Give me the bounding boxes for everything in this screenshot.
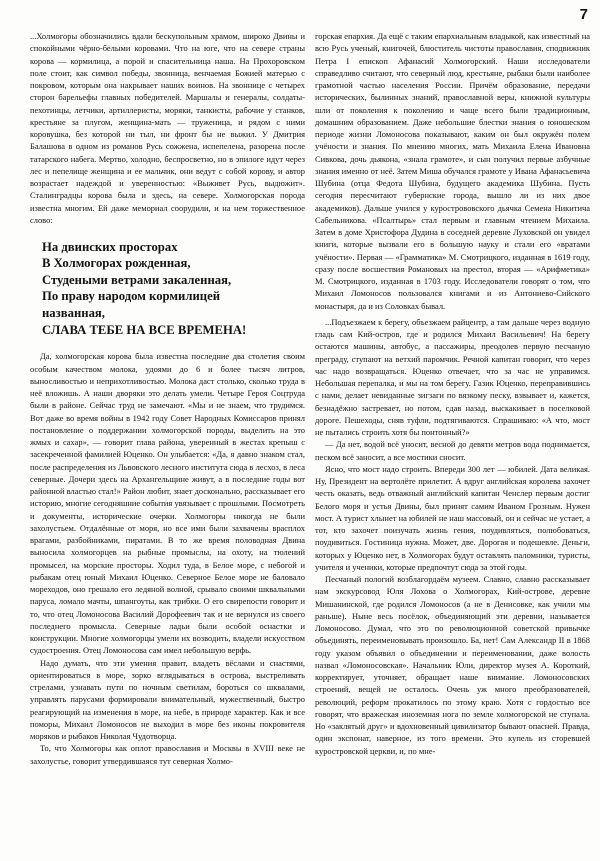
paragraph: Ясно, что мост надо строить. Впереди 300 лет — юбилей. Дата великая. Ну, Президент на вертолёте прилетит. А вдруг английская королева захочет честь оказать, ведь отважный английский капитан Ченслер первым достиг Белого моря и устья Двины, был принят самим Иваном Грозным. Нужен мост. А турист хлынет на юбилей не наш массовый, он и сейчас не устает, а тот, кто захочет поизучать жизнь гения, поудивляться, полюбоваться, поудивиться. Гостиница нужна. Может, две. Дорогая и подешевле. Деньги, которых у Юценко нет, в Холмогорах будут оставлять паломники, туристы, учителя и ученики, которые предпочтут сюда за этой годы. (315, 463, 590, 572)
paragraph: Надо думать, что эти умения правит, владеть вёслами и снастями, ориентироваться в море, зорко вглядываться в острова, выстреливать стрелами, узнавать пути по ночным светилам, бороться со шквалами, управлять парусами формировали внимательный, мужественный, быстро реагирующий на изменения в море, на небе, в природе характер. Как и все поморы, Михаил Ломоносов не выходил в море без иконы покровителя моряков и рыбаков Николая Чудотворца. (30, 657, 305, 742)
poem-line: В Холмогорах рожденная, (42, 256, 191, 271)
paragraph: ...Подъезжаем к берегу, объезжаем райцентр, а там дальше через водную гладь сам Кий-остров, где и родился Михаил Васильевич! На берегу остаются машины, автобус, а пассажиры, преодолев первую песчаную преграду, ступают на ветхий паромчик. Речной капитан говорит, что через час надо возвращаться. Юценко отвечает, что за час не управимся. Небольшая перепалка, и мы на том берегу. Газик Юценко, переправившись с нами, делает невиданные зигзаги по вязкому песку, взвывает и, кажется, безнадёжно застревает, но потом, сдав назад, выскакивает в поселковой дороге. Пешеходы, сняв туфли, подтягиваются. Спрашиваю: «А что, мост не пытались строить хотя бы понтонный?» (315, 316, 590, 437)
page-number: 7 (579, 6, 588, 23)
memorial-inscription (42, 239, 305, 338)
paragraph: То, что Холмогоры как оплот православия и Москвы в XVIII веке не захолустье, говорит утвердившаяся тут северная Холмо- (30, 743, 305, 766)
poem-line: По праву народом кормилицей (42, 289, 221, 304)
right-column (315, 30, 590, 856)
paragraph: Да, холмогорская корова была известна последние два столетия своим особым качеством молока, удоями до 6 и более тысяч литров, выносливостью и неприхотливостью. Молока даст столько, сколько труда в неё вложишь. А наши дворяки это делать умели. Четыре Героя Соцтруда были в районе. Сейчас труд не замечают. «Мы и не знаем, что трудимся. Вот даже во время войны в 1942 году Совет Народных Комиссаров принял постановление о поддержании холмогорской породы, выделить на это жмых и сахар», — говорит глава района, уверенный в жестах крепыш с засекреченной фамилией Юценко. Он улыбается: «Да, я давно знаком стал, после распределения из Львовского лесного института сюда в лесхоз, в леса северные. Дочери здесь на Архангельщине живут, а в последние годы вот районной властью стал!» Район любит, знает досконально, рассказывает его историю, многие сегодняшние события увязывает с прошлыми. Посмотреть и документы, исторические очерки. Холмогоры никогда не были захолустьем. Отдалённые от моря, но все ими были захвачены врасплох врагами, разбойниками, пиратами. В то же время половодная Двина выносила холмогорцев на рыбные промыслы, на охоту, на тюлений промысел, на морские просторы. Ходил туда, в Белое море, с небогой и рыбакам отец юный Михаил Юценко. Северное Белое море не баловало мореходов, оно грешало его ледяной волной, срывало своими шквальными паруса, ломало мачты, шпангоуты, как трибки. О его свирепости говорит и то, что отец Ломоносова Василий Дорофеевич так и не вернулся из своего последнего промысла. Северные ладьи были особой оснастки и конструкции. Многие холмогорцы умели их возводить, владели искусством судостроения. Отец Ломоносова сам имел небольшую верфь. (30, 351, 305, 656)
poem-line: названная, (42, 305, 105, 320)
paragraph: горская епархия. Да ещё с таким епархиальным владыкой, как известный на всю Русь ученый, книгочей, блюститель чистоты православия, сподвижник Петра I епископ Афанасий Холмогорский. Наши исследователи справедливо считают, что северный люд, крестьяне, рыбаки были наиболее грамотной частью населения России. Причём образование, передачи исторических, былинных знаний, православной веры, книжной культуры шли от поколения к поколению и чаще всего были традиционным, домашним образованием. Даже небольшие блестки знания о юношеском периоде жизни Ломоносова показывают, каким он был окружён полем учёности и знания. По мнению многих, мать Михаила Елена Ивановна Сивкова, дочь дьякона, «знала грамоте», и сын получил первые азбучные знания именно от неё. Затем Миша обучался грамоте у Ивана Афанасьевича Шубина (отца Федота Шубина, будущего академика Шубина. Пусть сегодня пересчитают губернские города, вышло ли из них двое академиков). Дальше учился у курострововского дьячка Семена Никитича Сабельникова. «Псалтырь» стал первым и главным чтением Михаила. Затем в доме Христофора Дудина в соседней деревне Луховской он увидел книги, которые вызвали его в большую науку и стали его «вратами учёности». Первая — «Грамматика» М. Смотрицкого, изданная в 1619 году, сразу после восшествия Романовых на престол, вторая — «Арифметика» М. Смотрицкого, изданная в 1703 году. Исследователи говорят о том, что Михаил Ломоносов пользовался книгами и из Антониево-Сийского монастыря, да и из Соловках бывал. (315, 31, 590, 311)
article-body (30, 30, 590, 856)
paragraph: — Да нет, водой всё уносит, весной до девяти метров вода поднимается, песком всё заносит, а все мостики сносит. (315, 439, 590, 462)
paragraph: Песчаный пологий возблагордаём музеем. Славно, славно рассказывает нам экскурсовод Юля Лохова о Холмогорах, Кий-острове, деревне Мишанинской, где родился Ломоносов (а не в Денисовке, как учили мы раньше). Ныне весь посёлок, объединяющий эти деревни, называется Ломоносово. Думал, что это по революционной советской привычке объединять, переименовывать произошло. Ба, нет! Сам Александр II в 1868 году указом объявил о объединении и переименовании, даже волость назвал «Ломоносовская». Начальник Юли, директор музея А. Короткий, корректирует, уточняет, обращает наше внимание. Ломоносовских строений, вещей не осталось. Очень уж много преобразователей, революций, реформ прокатилось по этому краю. Хотя с гордостью все говорят, что вражеская иноземная нога по земле холмогорской не ступала. Но «заклятый друг» и вдохновенный цивилизатор бывают опасней. Правда, один экспонат, наверное, из того времени. Это купель из сторевшей куростровской церкви, и, по мне- (315, 574, 590, 756)
poem-line: На двинских просторах (42, 240, 178, 254)
intro-paragraph: ...Холмогоры обозначились вдали бескупольным храмом, широко Двины и спокойными чёрно-белыми коровами. Что на юге, что на севере страны корова — кормилица, а порой и спасительница наша. На Прохоровском поле стоит, как символ победы, звонница, венчаемая Божией матерью с покровом, которым она накрывает наших воинов. На звоннице с четырех сторон барельефы главных победителей. Маршалы и генералы, солдаты-пехотинцы, летчики, артиллеристы, моряки, танкисты, рабочие у станков, крестьяне за плугом, женщина-мать — труженица, и рядом с ними коровушка, без которой ни тыл, ни фронт бы не выжил. У Дмитрия Балашова в одном из романов Русь сожжена, испепелена, разорена после татарского набега. Мертво, холодно, беспросветно, но в эпилоге идут через лес и пепелище женщина и ее мальчик, они ведут с собой корову, и автор возрастает надеждой и уверенностью: «Выживет Русь, выдюжит». Сталинградцы корова была и здесь, на севере. Холмогорская порода известна многим. Ей даже мемориал соорудили, и на нем торжественное слово: (30, 31, 305, 225)
left-column (30, 30, 305, 856)
poem-line: Студеными ветрами закаленная, (42, 272, 232, 287)
poem-line: СЛАВА ТЕБЕ НА ВСЕ ВРЕМЕНА! (42, 323, 247, 338)
